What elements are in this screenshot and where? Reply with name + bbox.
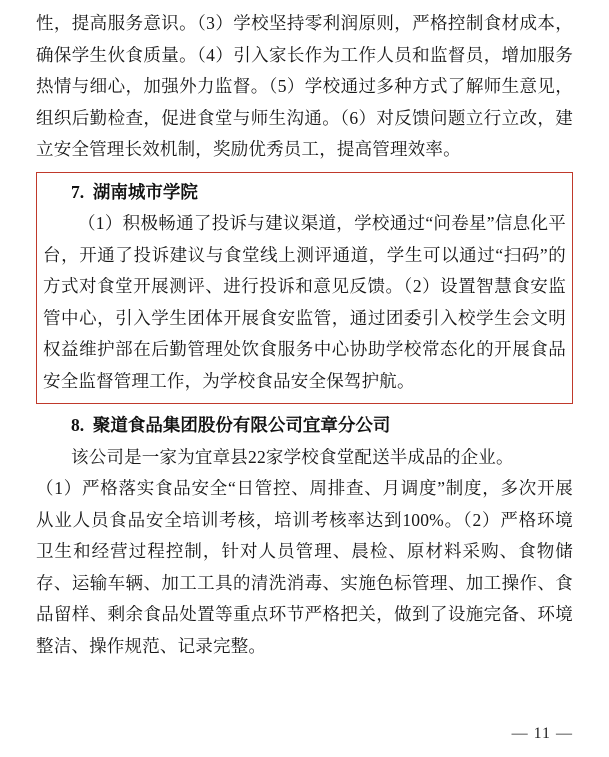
page-number: — 11 — bbox=[511, 725, 573, 742]
section-8-number: 8. bbox=[71, 415, 85, 435]
section-7-heading bbox=[43, 177, 566, 209]
section-7-body: （1）积极畅通了投诉与建议渠道，学校通过“问卷星”信息化平台，开通了投诉建议与食堂线上测评通道，学生可以通过“扫码”的方式对食堂开展测评、进行投诉和意见反馈。（2）设置智慧食安监管中心，引入学生团体开展食安监管，通过团委引入校学生会文明权益维护部在后勤管理处饮食服务中心协助学校常态化的开展食品安全监督管理工作，为学校食品安全保驾护航。 bbox=[43, 213, 566, 391]
section-8-heading bbox=[36, 410, 573, 442]
section-8-title: 聚道食品集团股份有限公司宜章分公司 bbox=[92, 415, 391, 435]
highlighted-section-7 bbox=[36, 172, 573, 405]
section-7-number: 7. bbox=[71, 181, 85, 202]
paragraph-continued: 性，提高服务意识。（3）学校坚持零利润原则，严格控制食材成本，确保学生伙食质量。（4）引入家长作为工作人员和监督员，增加服务热情与细心，加强外力监督。（5）学校通过多种方式了解师生意见，组织后勤检查，促进食堂与师生沟通。（6）对反馈问题立行立改，建立安全管理长效机制，奖励优秀员工，提高管理效率。 bbox=[36, 13, 573, 159]
section-8-body-second: （1）严格落实食品安全“日管控、周排查、月调度”制度，多次开展从业人员食品安全培训考核，培训考核率达到100%。（2）严格环境卫生和经营过程控制，针对人员管理、晨检、原材料采购、食物储存、运输车辆、加工工具的清洗消毒、实施色标管理、加工操作、食品留样、剩余食品处置等重点环节严格把关，做到了设施完备、环境整洁、操作规范、记录完整。 bbox=[36, 478, 573, 656]
section-8-body-first: 该公司是一家为宜章县22家学校食堂配送半成品的企业。 bbox=[71, 446, 514, 467]
section-8 bbox=[36, 410, 573, 662]
section-7-title: 湖南城市学院 bbox=[92, 181, 198, 202]
